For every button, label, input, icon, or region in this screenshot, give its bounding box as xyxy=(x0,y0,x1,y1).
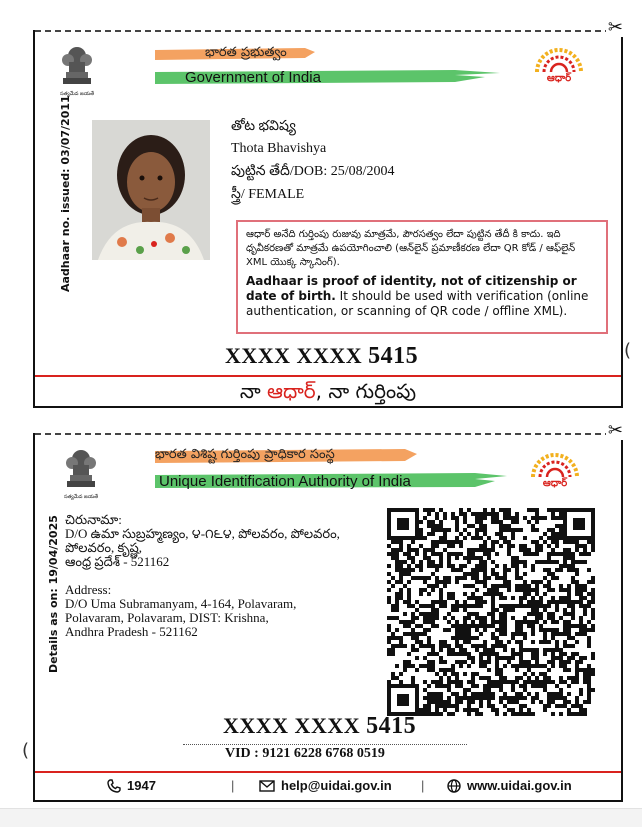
gov-header xyxy=(155,42,505,92)
tagline-part-b: ఆధార్ xyxy=(267,379,316,403)
globe-icon xyxy=(447,779,461,793)
tagline-part-a: నా xyxy=(239,379,268,403)
email-contact[interactable] xyxy=(259,778,392,793)
aadhaar-number-masked: XXXX XXXX xyxy=(225,343,363,368)
notice-english xyxy=(246,274,598,319)
web-contact[interactable] xyxy=(447,778,572,793)
details-date-vertical: Details as on: 19/04/2025 xyxy=(47,515,60,673)
address-telugu-line: D/O ఉమా సుబ్రహ్మణ్యం, ౪-౧౬౪, పోలవరం, పోలవరం, xyxy=(65,526,340,541)
aadhaar-logo xyxy=(525,447,585,491)
emblem-icon xyxy=(57,42,97,86)
contact-footer xyxy=(35,774,621,800)
uidai-header xyxy=(155,443,515,493)
red-divider xyxy=(35,771,621,773)
address-english-line: Polavaram, Polavaram, DIST: Krishna, xyxy=(65,610,269,625)
address-english-line: D/O Uma Subramanyam, 4-164, Polavaram, xyxy=(65,596,297,611)
aadhaar-number-last: 5415 xyxy=(366,713,417,739)
address-telugu-line: పోలవరం, కృష్ణ, xyxy=(65,540,142,555)
bottom-bar xyxy=(0,808,642,827)
holder-photo xyxy=(92,120,210,260)
margin-mark-left: ( xyxy=(22,740,30,761)
web-text: www.uidai.gov.in xyxy=(467,778,572,793)
notice-english-bold: Aadhaar is proof of identity, not of citizenship or date of birth. xyxy=(246,274,577,303)
aadhaar-logo-label: ఆధార్ xyxy=(542,478,568,489)
emblem-icon xyxy=(61,445,101,489)
address-english-block xyxy=(65,583,385,639)
envelope-icon xyxy=(259,780,275,792)
tagline xyxy=(35,379,621,408)
red-divider xyxy=(35,375,621,377)
scissors-icon: ✂ xyxy=(607,17,623,38)
aadhaar-number-masked: XXXX XXXX xyxy=(223,713,361,738)
aadhaar-back-card xyxy=(33,420,623,802)
uidai-title-english: Unique Identification Authority of India xyxy=(159,473,411,490)
aadhaar-number xyxy=(225,343,418,370)
issued-date-vertical: Aadhaar no. issued: 03/07/2011 xyxy=(59,95,72,292)
emblem-caption: సత్యమేవ జయతే xyxy=(59,91,95,97)
aadhaar-number xyxy=(223,713,416,740)
gov-title-english: Government of India xyxy=(185,69,321,86)
notice-english-rest: It should be used with verification (online authentication, or scanning of QR code / offline XML). xyxy=(246,289,589,318)
footer-separator: | xyxy=(421,778,425,793)
uidai-title-telugu: భారత విశిష్ట గుర్తింపు ప్రాధికార సంస్థ xyxy=(155,447,335,462)
national-emblem xyxy=(57,42,97,98)
address-english-line: Andhra Pradesh - 521162 xyxy=(65,624,198,639)
aadhaar-logo xyxy=(529,42,589,86)
national-emblem xyxy=(61,445,101,501)
aadhaar-sun-icon xyxy=(525,447,585,479)
name-telugu: తోట భవిష్య xyxy=(231,119,296,134)
address-label-english: Address: xyxy=(65,582,112,597)
qr-code xyxy=(387,508,595,716)
date-of-birth: పుట్టిన తేదీ/DOB: 25/08/2004 xyxy=(231,164,395,179)
phone-icon xyxy=(107,779,121,793)
tagline-part-c: , నా గుర్తింపు xyxy=(315,379,417,403)
qr-code-graphic xyxy=(387,508,595,716)
cut-line xyxy=(35,433,621,435)
phone-contact[interactable] xyxy=(107,778,156,793)
emblem-caption: సత్యమేవ జయతే xyxy=(63,494,99,500)
aadhaar-number-last: 5415 xyxy=(368,343,419,369)
margin-mark-right: ( xyxy=(624,340,632,361)
name-english: Thota Bhavishya xyxy=(231,141,327,156)
vid-number: VID : 9121 6228 6768 0519 xyxy=(225,746,385,761)
gov-title-telugu: భారత ప్రభుత్వం xyxy=(205,45,287,60)
cut-line xyxy=(35,30,621,32)
address-telugu-line: ఆంధ్ర ప్రదేశ్ - 521162 xyxy=(65,554,170,569)
address-label-telugu: చిరునామా: xyxy=(65,512,122,527)
gender: స్త్రీ/ FEMALE xyxy=(231,187,305,202)
vid-dotted-rule xyxy=(183,744,467,745)
notice-box xyxy=(236,220,608,334)
aadhaar-front-card xyxy=(33,17,623,408)
email-text: help@uidai.gov.in xyxy=(281,778,392,793)
footer-separator: | xyxy=(231,778,235,793)
phone-text: 1947 xyxy=(127,778,156,793)
aadhaar-logo-label: ఆధార్ xyxy=(546,73,572,84)
address-telugu-block xyxy=(65,513,385,569)
notice-telugu: ఆధార్ అనేది గుర్తింపు రుజువు మాత్రమే, పౌరసత్వం లేదా పుట్టిన తేదీ కి కాదు. ఇది ధృవీకరణతో మాత్రమే ఉపయోగించాలి (ఆన్‌లైన్ ప్రమాణీకరణ లేదా QR కోడ్ / ఆఫ్‌లైన్ XML యొక్క స్కానింగ్). xyxy=(246,229,576,268)
scissors-icon: ✂ xyxy=(607,420,623,441)
aadhaar-sun-icon xyxy=(529,42,589,74)
